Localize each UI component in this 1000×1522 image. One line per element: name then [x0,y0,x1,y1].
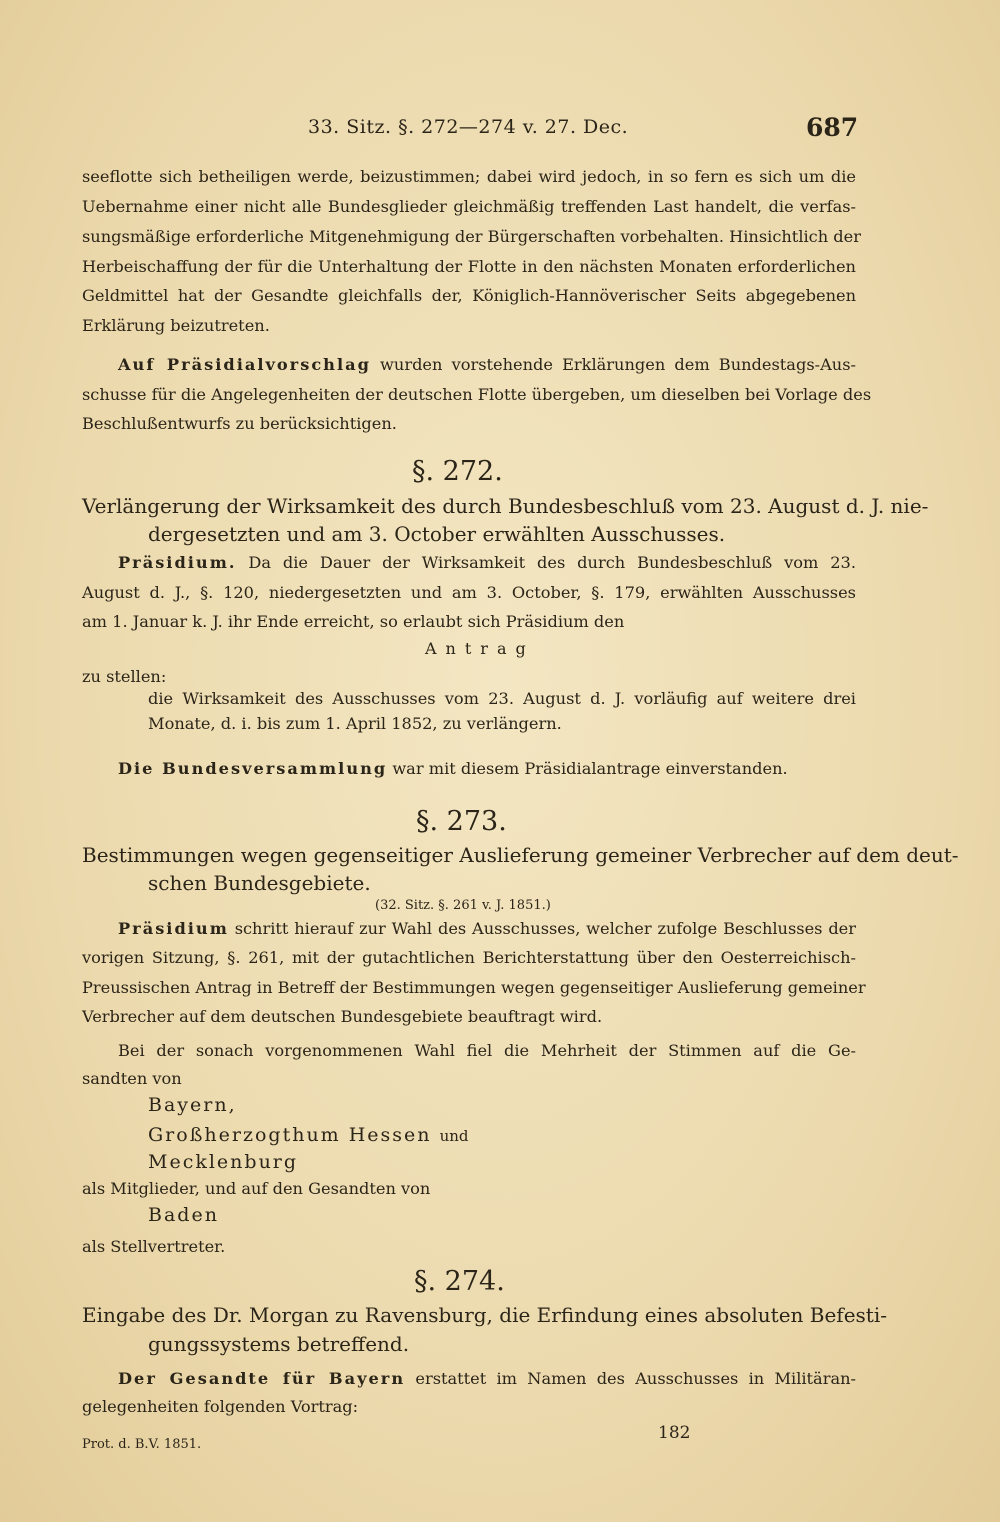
speaker-lead: Auf Präsidialvorschlag [118,355,371,374]
section-number-272: §. 272. [412,456,503,487]
paragraph-line [118,354,856,376]
section-title-274-cont: gungssystems betreffend. [148,1332,410,1356]
member-mecklenburg: Mecklenburg [148,1151,299,1173]
running-header: 33. Sitz. §. 272—274 v. 27. Dec. [308,116,629,138]
paragraph-line: die Wirksamkeit des Ausschusses vom 23. August d. J. vorläufig auf weitere drei [148,689,856,708]
paragraph-line: als Mitglieder, und auf den Gesandten von [82,1179,431,1198]
citation: (32. Sitz. §. 261 v. J. 1851.) [375,898,551,913]
footer-publication: Prot. d. B.V. 1851. [82,1437,202,1452]
intro-line-4: Herbeischaffung der für die Unterhaltung der Flotte in den nächsten Monaten erforderlichen [82,257,856,276]
paragraph-line: Beschlußentwurfs zu berücksichtigen. [82,414,397,433]
paragraph-line: Preussischen Antrag in Betreff der Bestimmungen wegen gegenseitiger Auslieferung gemeiner [82,978,866,997]
member-conjunction: und [439,1127,469,1145]
section-title-273: Bestimmungen wegen gegenseitiger Auslieferung gemeiner Verbrecher auf dem deut- [82,843,959,867]
intro-line-1: seeflotte sich betheiligen werde, beizustimmen; dabei wird jedoch, in so fern es sich um die [82,167,856,186]
paragraph-line: schusse für die Angelegenheiten der deutschen Flotte übergeben, um dieselben bei Vorlage des [82,385,872,404]
member-name: Großherzogthum Hessen [148,1124,432,1146]
paragraph-line: als Stellvertreter. [82,1237,226,1256]
paragraph-line: sandten von [82,1069,182,1088]
section-title-273-cont: schen Bundesgebiete. [148,871,371,895]
section-title-274: Eingabe des Dr. Morgan zu Ravensburg, die Erfindung eines absoluten Befesti- [82,1303,887,1327]
paragraph-line: gelegenheiten folgenden Vortrag: [82,1397,359,1416]
section-number-274: §. 274. [414,1266,505,1297]
section-number-273: §. 273. [416,806,507,837]
paragraph-text: war mit diesem Präsidialantrage einverstanden. [392,759,788,778]
intro-line-2: Uebernahme einer nicht alle Bundesglieder gleichmäßig treffenden Last handelt, die verfas- [82,197,856,216]
antrag-label: Antrag [425,639,535,658]
speaker-lead: Präsidium [118,919,229,938]
intro-line-5: Geldmittel hat der Gesandte gleichfalls der, Königlich-Hannöverischer Seits abgegebenen [82,286,856,305]
paragraph-line [118,552,856,574]
speaker-lead: Der Gesandte für Bayern [118,1369,406,1388]
paragraph-text: wurden vorstehende Erklärungen dem Bundestags-Aus- [380,355,856,374]
paragraph-text: schritt hierauf zur Wahl des Ausschusses, welcher zufolge Beschlusses der [234,919,857,938]
paragraph-line: am 1. Januar k. J. ihr Ende erreicht, so erlaubt sich Präsidium den [82,612,625,631]
paragraph-line [118,918,856,940]
paragraph-line: zu stellen: [82,667,167,686]
section-title-272: Verlängerung der Wirksamkeit des durch Bundesbeschluß vom 23. August d. J. nie- [82,494,929,518]
paragraph-line: Verbrecher auf dem deutschen Bundesgebiete beauftragt wird. [82,1007,603,1026]
section-title-272-cont: dergesetzten und am 3. October erwählten Ausschusses. [148,522,726,546]
paragraph-text: Da die Dauer der Wirksamkeit des durch Bundesbeschluß vom 23. [248,553,856,572]
deputy-baden: Baden [148,1204,219,1226]
member-hessen [148,1124,469,1146]
paragraph-text: erstattet im Namen des Ausschusses in Militäran- [415,1369,856,1388]
paragraph-line [118,1368,856,1390]
intro-line-6: Erklärung beizutreten. [82,316,270,335]
speaker-lead: Die Bundesversammlung [118,759,388,778]
paragraph-line: August d. J., §. 120, niedergesetzten und am 3. October, §. 179, erwählten Ausschusses [82,583,856,602]
paragraph-line: Bei der sonach vorgenommenen Wahl fiel die Mehrheit der Stimmen auf die Ge- [118,1041,856,1060]
conclusion-line [118,758,856,780]
member-bayern: Bayern, [148,1094,237,1116]
speaker-lead: Präsidium. [118,553,237,572]
paragraph-line: Monate, d. i. bis zum 1. April 1852, zu verlängern. [148,714,562,733]
footer-signature: 182 [658,1423,691,1443]
intro-line-3: sungsmäßige erforderliche Mitgenehmigung der Bürgerschaften vorbehalten. Hinsichtlich der [82,227,861,246]
paragraph-line: vorigen Sitzung, §. 261, mit der gutachtlichen Berichterstattung über den Oesterreichisch- [82,948,856,967]
page-number: 687 [806,113,859,142]
